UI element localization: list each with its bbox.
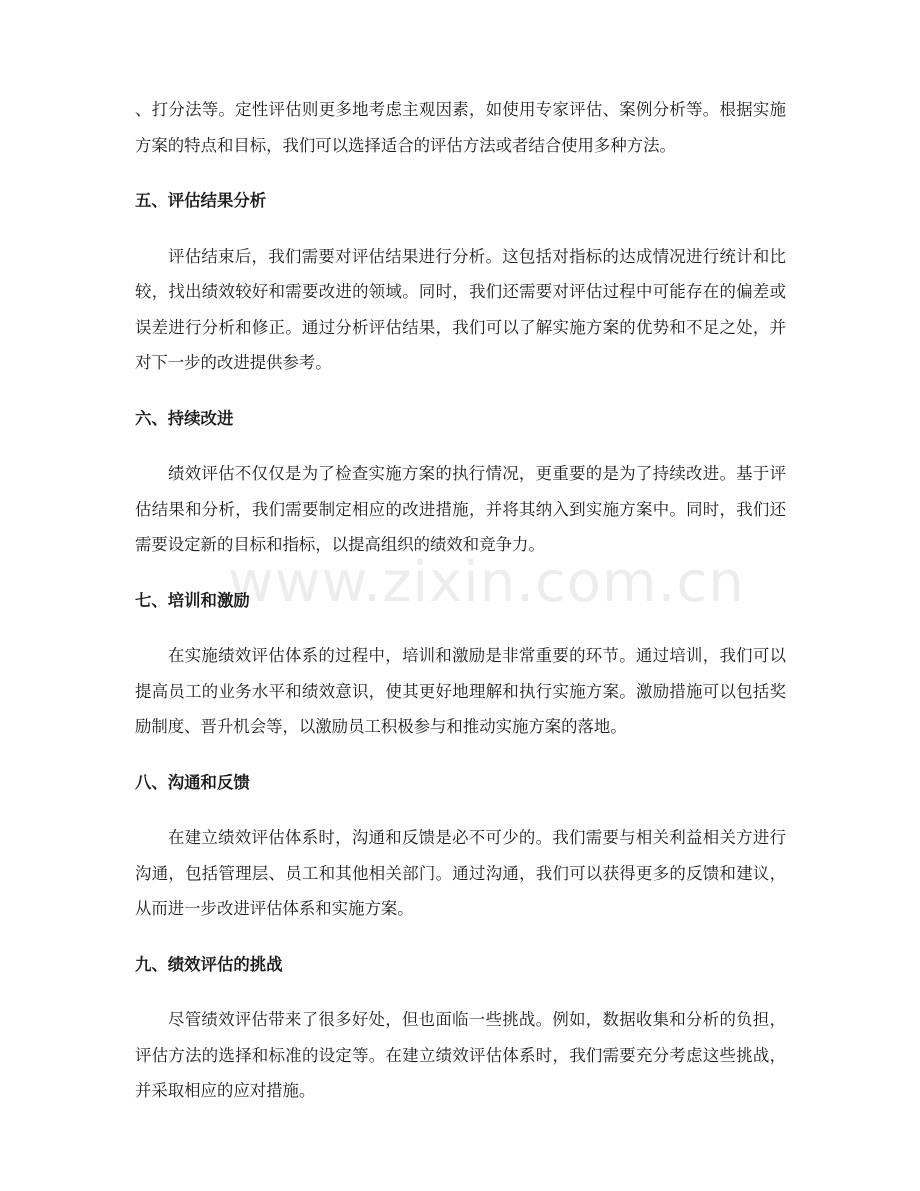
section-5-heading: 五、评估结果分析 [135,191,267,210]
section-8-paragraph: 在建立绩效评估体系时，沟通和反馈是必不可少的。我们需要与相关利益相关方进行沟通，包括管理层、员工和其他相关部门。通过沟通，我们可以获得更多的反馈和建议，从而进一步改进评估体系和实施方案。 [135,828,786,918]
document-page [135,92,786,1109]
section-5-paragraph: 评估结束后，我们需要对评估结果进行分析。这包括对指标的达成情况进行统计和比较，找出绩效较好和需要改进的领域。同时，我们还需要对评估过程中可能存在的偏差或误差进行分析和修正。通过分析评估结果，我们可以了解实施方案的优势和不足之处，并对下一步的改进提供参考。 [135,246,786,372]
section-9-paragraph: 尽管绩效评估带来了很多好处，但也面临一些挑战。例如，数据收集和分析的负担，评估方法的选择和标准的设定等。在建立绩效评估体系时，我们需要充分考虑这些挑战，并采取相应的应对措施。 [135,1010,786,1100]
intro-paragraph: 、打分法等。定性评估则更多地考虑主观因素，如使用专家评估、案例分析等。根据实施方案的特点和目标，我们可以选择适合的评估方法或者结合使用多种方法。 [135,100,786,155]
section-6-paragraph: 绩效评估不仅仅是为了检查实施方案的执行情况，更重要的是为了持续改进。基于评估结果和分析，我们需要制定相应的改进措施，并将其纳入到实施方案中。同时，我们还需要设定新的目标和指标，以提高组织的绩效和竞争力。 [135,464,786,554]
section-6-heading: 六、持续改进 [135,408,234,428]
section-9-heading: 九、绩效评估的挑战 [135,954,283,974]
section-8-heading: 八、沟通和反馈 [135,772,250,792]
watermark: www.zixin.com.cn [228,550,745,615]
section-7-heading: 七、培训和激励 [135,590,250,610]
section-7-paragraph: 在实施绩效评估体系的过程中，培训和激励是非常重要的环节。通过培训，我们可以提高员工的业务水平和绩效意识，使其更好地理解和执行实施方案。激励措施可以包括奖励制度、晋升机会等，以激励员工积极参与和推动实施方案的落地。 [135,646,786,736]
